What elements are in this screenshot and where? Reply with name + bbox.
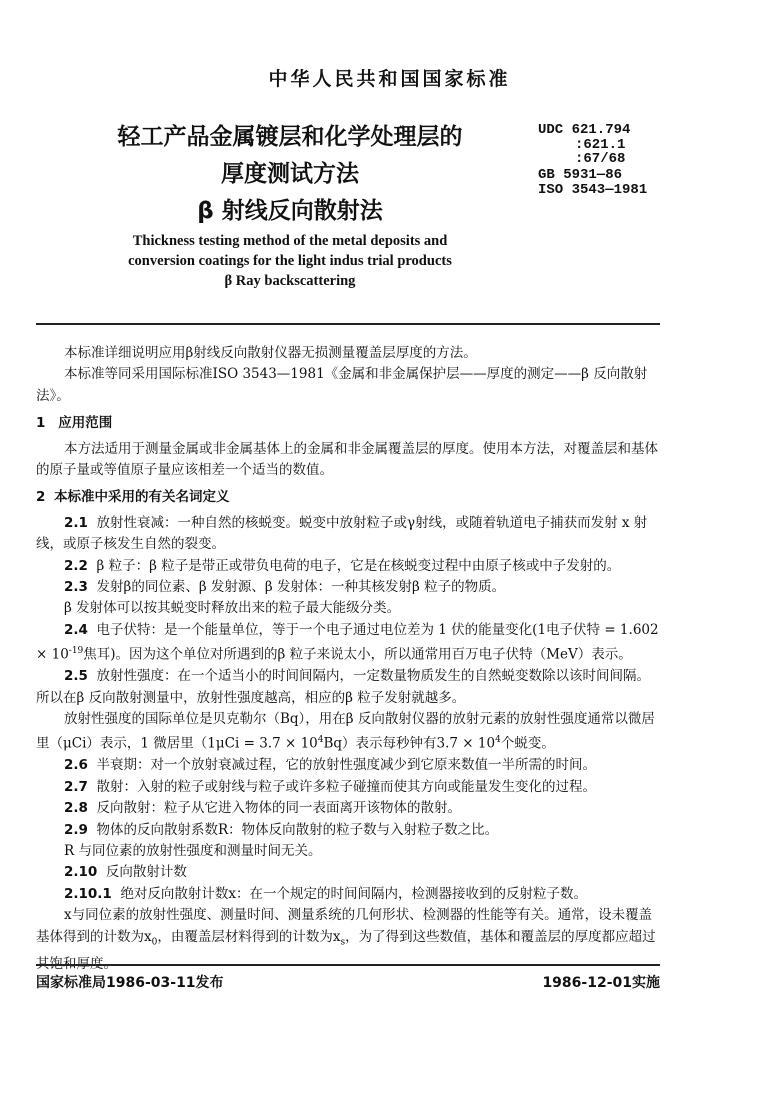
definition-2-5: [36, 666, 660, 709]
exponent: 4: [495, 735, 501, 746]
note-text-end: 个蜕变。: [500, 735, 555, 752]
gb-number: GB 5931—86: [538, 167, 623, 183]
definition-2-10: [36, 862, 660, 883]
definition-number: 2.4: [64, 621, 88, 638]
definition-number: 2.6: [64, 757, 88, 774]
definition-number: 2.2: [64, 557, 88, 574]
definition-text: 放射性衰减：一种自然的核蜕变。蜕变中放射粒子或γ射线，或随着轨道电子捕获而发射 x 射线，或原子核发生自然的裂变。: [36, 514, 648, 553]
definition-text: 反向散射：粒子从它进入物体的同一表面离开该物体的散射。: [96, 800, 462, 817]
issue-date: 国家标准局1986-03-11发布: [36, 975, 224, 991]
section-2-heading: [36, 487, 660, 508]
section-1-text: 本方法适用于测量金属或非金属基体上的金属和非金属覆盖层的厚度。使用本方法，对覆盖层和基体的原子量或等值原子量应该相差一个适当的数值。: [36, 440, 658, 479]
udc-code-2: :621.1: [575, 137, 626, 153]
intro-paragraph-2: 本标准等同采用国际标准ISO 3543—1981《金属和非金属保护层——厚度的测定——β 反向散射法》。: [36, 366, 648, 404]
title-cn-line-2: 厚度测试方法: [221, 161, 359, 187]
definition-number: 2.8: [64, 800, 88, 817]
national-standard-heading: 中华人民共和国国家标准: [268, 68, 511, 90]
definition-text: 电子伏特：是一个能量单位，等于一个电子通过电位差为 1 伏的能量变化(1电子伏特 = 1.602 × 10: [36, 621, 659, 663]
section-1-heading: [36, 413, 660, 434]
definition-number: 2.7: [64, 778, 88, 795]
udc-code: UDC 621.794: [538, 122, 631, 138]
definition-text: 发射β的同位素、β 发射源、β 发射体：一种其核发射β 粒子的物质。: [96, 579, 506, 596]
iso-number: ISO 3543—1981: [538, 182, 648, 198]
definition-text-cont: 焦耳)。因为这个单位对所遇到的β 粒子来说太小，所以通常用百万电子伏特（MeV）表示。: [83, 646, 632, 663]
title-en-line-2: conversion coatings for the light indus trial products: [128, 253, 452, 269]
definition-2-4: [36, 620, 660, 666]
definition-2-8: [36, 798, 660, 819]
subscript: 0: [151, 937, 158, 948]
definition-number: 2.3: [64, 579, 88, 596]
definition-2-2: [36, 556, 660, 577]
subscript: s: [340, 937, 346, 948]
definition-text: β 粒子：β 粒子是带正或带负电荷的电子，它是在核蜕变过程中由原子核或中子发射的。: [96, 557, 621, 574]
definition-2-10-1: [36, 884, 660, 905]
definition-text: 绝对反向散射计数x：在一个规定的时间间隔内，检测器接收到的反射粒子数。: [120, 885, 588, 902]
section-1-title: 应用范围: [58, 415, 113, 432]
definition-number: 2.10.1: [64, 885, 112, 902]
effective-date: 1986-12-01实施: [542, 975, 660, 991]
title-cn-line-3: β 射线反向散射法: [197, 198, 383, 224]
udc-code-3: :67/68: [575, 151, 626, 167]
section-1-number: 1: [36, 415, 46, 432]
definition-number: 2.10: [64, 864, 98, 881]
definition-text: 反向散射计数: [105, 864, 187, 881]
definition-2-1: [36, 513, 660, 556]
definition-text: 物体的反向散射系数R：物体反向散射的粒子数与入射粒子数之比。: [96, 821, 499, 838]
section-2-number: 2: [36, 489, 46, 506]
definition-2-9: [36, 820, 660, 841]
definition-number: 2.1: [64, 514, 88, 531]
note-text: 放射性强度的国际单位是贝克勒尔（Bq），用在β 反向散射仪器的放射元素的放射性强度通常以微居里（μCi）表示，1 微居里（1μCi = 3.7 × 10: [36, 711, 655, 752]
footer-rule: [36, 964, 660, 966]
definition-text: 半衰期：对一个放射衰减过程，它的放射性强度减少到它原来数值一半所需的时间。: [96, 757, 597, 774]
definition-2-3-note: β 发射体可以按其蜕变时释放出来的粒子最大能级分类。: [64, 600, 401, 617]
header-rule: [36, 323, 660, 325]
definition-2-9-note: R 与同位素的放射性强度和测量时间无关。: [64, 842, 322, 859]
exponent: -19: [68, 646, 84, 657]
note-text: x与同位素的放射性强度、测量时间、测量系统的几何形状、检测器的性能等有关。通常，设未覆盖基体得到的计数为x: [36, 907, 653, 945]
intro-paragraph-1: 本标准详细说明应用β射线反向散射仪器无损测量覆盖层厚度的方法。: [64, 345, 477, 361]
document-body: [36, 343, 660, 975]
title-en-line-3: β Ray backscattering: [224, 273, 356, 289]
note-text-end: ，为了得到这些数值，基体和覆盖层的厚度都应超过其饱和厚度。: [36, 928, 656, 972]
exponent: 4: [317, 735, 324, 746]
definition-2-5-note: [36, 709, 660, 755]
section-2-title: 本标准中采用的有关名词定义: [54, 489, 230, 506]
note-text-cont: Bq）表示每秒钟有3.7 × 10: [323, 735, 496, 752]
definition-2-6: [36, 755, 660, 776]
definition-text: 散射：入射的粒子或射线与粒子或许多粒子碰撞而使其方向或能量发生变化的过程。: [96, 778, 597, 795]
definition-2-7: [36, 777, 660, 798]
title-en-line-1: Thickness testing method of the metal deposits and: [132, 233, 448, 249]
note-text-cont: ，由覆盖层材料得到的计数为x: [157, 928, 341, 945]
definition-number: 2.9: [64, 821, 88, 838]
definition-text: 放射性强度：在一个适当小的时间间隔内，一定数量物质发生的自然蜕变数除以该时间间隔。所以在β 反向散射测量中，放射性强度越高，相应的β 粒子发射就越多。: [36, 668, 651, 706]
definition-number: 2.5: [64, 668, 88, 685]
title-cn-line-1: 轻工产品金属镀层和化学处理层的: [117, 124, 463, 150]
definition-2-3: [36, 577, 660, 598]
